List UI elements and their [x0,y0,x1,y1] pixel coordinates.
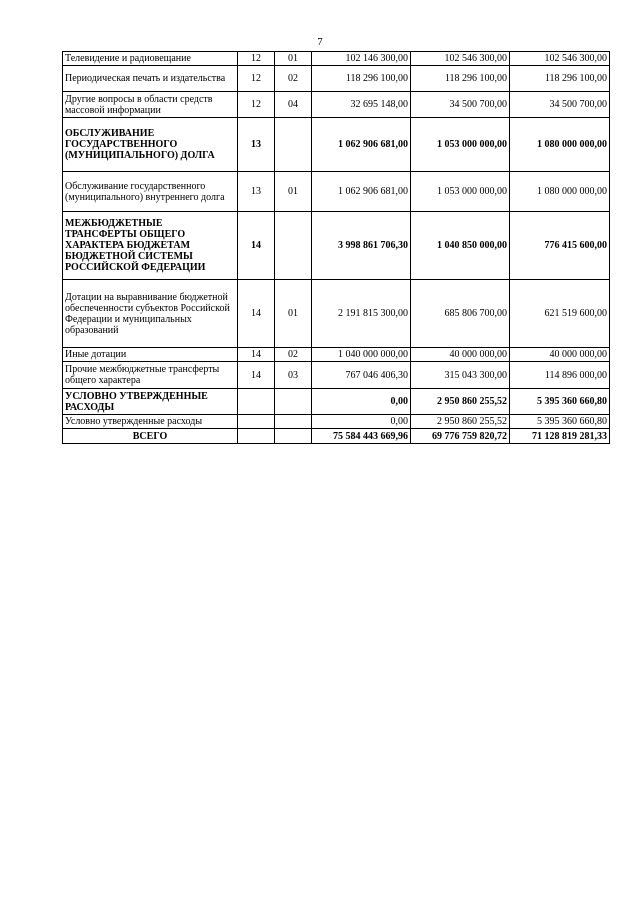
row-section: 14 [238,362,275,389]
table-row [63,415,610,429]
row-amount-year-2: 40 000 000,00 [411,348,510,362]
row-amount-year-1: 3 998 861 706,30 [312,212,411,280]
table-row [63,172,610,212]
row-amount-year-2: 34 500 700,00 [411,92,510,118]
row-section: 13 [238,172,275,212]
row-subsection [275,118,312,172]
table-row [63,348,610,362]
row-amount-year-1: 32 695 148,00 [312,92,411,118]
row-amount-year-2: 118 296 100,00 [411,66,510,92]
row-subsection: 02 [275,348,312,362]
row-amount-year-1: 0,00 [312,389,411,415]
row-subsection: 01 [275,172,312,212]
table-row [63,212,610,280]
row-name: Телевидение и радиовещание [63,52,238,66]
row-amount-year-2: 102 546 300,00 [411,52,510,66]
row-amount-year-3: 118 296 100,00 [510,66,610,92]
row-section: 13 [238,118,275,172]
row-name: МЕЖБЮДЖЕТНЫЕ ТРАНСФЕРТЫ ОБЩЕГО ХАРАКТЕРА БЮДЖЕТАМ БЮДЖЕТНОЙ СИСТЕМЫ РОССИЙСКОЙ ФЕДЕРАЦИИ [63,212,238,280]
row-subsection: 01 [275,280,312,348]
row-subsection [275,415,312,429]
row-amount-year-3: 5 395 360 660,80 [510,389,610,415]
row-section [238,415,275,429]
total-amount-year-2: 69 776 759 820,72 [411,429,510,444]
table-row [63,280,610,348]
total-amount-year-3: 71 128 819 281,33 [510,429,610,444]
table-row [63,92,610,118]
table-row [63,362,610,389]
row-amount-year-2: 2 950 860 255,52 [411,389,510,415]
table-row [63,389,610,415]
row-amount-year-1: 0,00 [312,415,411,429]
row-name: Обслуживание государственного (муниципального) внутреннего долга [63,172,238,212]
table-row [63,52,610,66]
table-row [63,66,610,92]
row-subsection [275,212,312,280]
row-amount-year-2: 315 043 300,00 [411,362,510,389]
row-amount-year-2: 1 053 000 000,00 [411,172,510,212]
row-subsection: 04 [275,92,312,118]
row-section: 12 [238,52,275,66]
row-section: 14 [238,280,275,348]
row-section: 12 [238,66,275,92]
row-amount-year-3: 5 395 360 660,80 [510,415,610,429]
row-amount-year-1: 2 191 815 300,00 [312,280,411,348]
row-amount-year-2: 685 806 700,00 [411,280,510,348]
row-subsection [275,389,312,415]
row-subsection: 01 [275,52,312,66]
row-amount-year-3: 621 519 600,00 [510,280,610,348]
row-amount-year-3: 40 000 000,00 [510,348,610,362]
row-amount-year-3: 114 896 000,00 [510,362,610,389]
total-label: ВСЕГО [63,429,238,444]
row-name: Периодическая печать и издательства [63,66,238,92]
row-amount-year-3: 34 500 700,00 [510,92,610,118]
row-name: Условно утвержденные расходы [63,415,238,429]
row-name: УСЛОВНО УТВЕРЖДЕННЫЕ РАСХОДЫ [63,389,238,415]
total-amount-year-1: 75 584 443 669,96 [312,429,411,444]
table-row [63,118,610,172]
row-name: ОБСЛУЖИВАНИЕ ГОСУДАРСТВЕННОГО (МУНИЦИПАЛЬНОГО) ДОЛГА [63,118,238,172]
row-amount-year-1: 1 040 000 000,00 [312,348,411,362]
row-amount-year-1: 118 296 100,00 [312,66,411,92]
row-amount-year-3: 1 080 000 000,00 [510,118,610,172]
row-amount-year-3: 776 415 600,00 [510,212,610,280]
row-amount-year-1: 1 062 906 681,00 [312,118,411,172]
row-name: Другие вопросы в области средств массовой информации [63,92,238,118]
row-amount-year-1: 1 062 906 681,00 [312,172,411,212]
row-subsection: 02 [275,66,312,92]
row-amount-year-2: 2 950 860 255,52 [411,415,510,429]
row-amount-year-1: 767 046 406,30 [312,362,411,389]
row-amount-year-2: 1 040 850 000,00 [411,212,510,280]
row-amount-year-3: 1 080 000 000,00 [510,172,610,212]
total-subsection [275,429,312,444]
row-section: 12 [238,92,275,118]
total-row [63,429,610,444]
row-name: Прочие межбюджетные трансферты общего характера [63,362,238,389]
row-amount-year-3: 102 546 300,00 [510,52,610,66]
row-amount-year-1: 102 146 300,00 [312,52,411,66]
budget-table [62,51,610,444]
row-amount-year-2: 1 053 000 000,00 [411,118,510,172]
row-name: Дотации на выравнивание бюджетной обеспеченности субъектов Российской Федерации и муниципальных образований [63,280,238,348]
page-number: 7 [317,36,323,48]
row-section: 14 [238,212,275,280]
total-section [238,429,275,444]
row-subsection: 03 [275,362,312,389]
row-section [238,389,275,415]
row-name: Иные дотации [63,348,238,362]
row-section: 14 [238,348,275,362]
